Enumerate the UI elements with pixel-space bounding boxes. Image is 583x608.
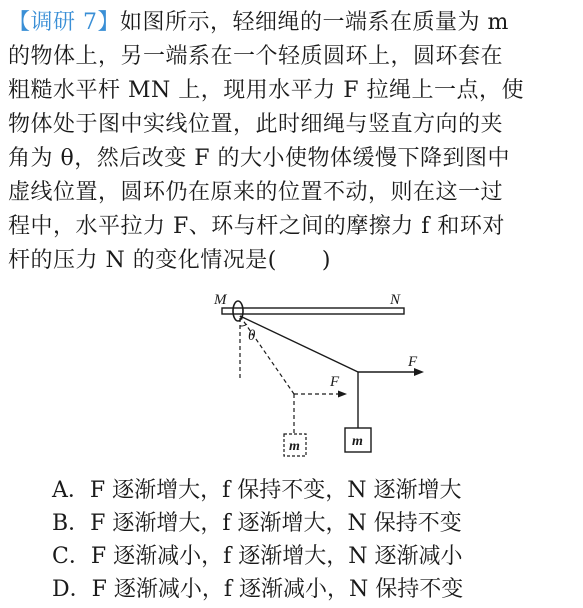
label-mass-solid: m bbox=[352, 434, 363, 449]
force-arrow-dashed-icon bbox=[338, 391, 347, 398]
label-theta: θ bbox=[248, 328, 256, 344]
question-line-5 bbox=[8, 142, 574, 176]
question-text-line: 如图所示，轻细绳的一端系在质量为 m bbox=[120, 10, 509, 35]
question-text-line: 杆的压力 N 的变化情况是( ) bbox=[8, 248, 331, 273]
option-a[interactable]: A．F 逐渐增大，f 保持不变，N 逐渐增大 bbox=[52, 478, 462, 503]
question-line-3 bbox=[8, 74, 574, 108]
question-text-line: 粗糙水平杆 MN 上，现用水平力 F 拉绳上一点，使 bbox=[8, 78, 525, 103]
answer-options bbox=[52, 474, 572, 606]
option-c[interactable]: C．F 逐渐减小，f 逐渐增大，N 逐渐减小 bbox=[52, 544, 463, 569]
label-n-end: N bbox=[390, 292, 401, 308]
question-line-8 bbox=[8, 244, 574, 278]
figure-diagram bbox=[200, 282, 440, 472]
question-line-1 bbox=[8, 6, 574, 40]
question-line-6 bbox=[8, 176, 574, 210]
question-text-line: 程中，水平拉力 F、环与杆之间的摩擦力 f 和环对 bbox=[8, 214, 505, 239]
rope-solid bbox=[240, 316, 358, 372]
question-stem bbox=[8, 6, 574, 278]
rod-mn bbox=[222, 308, 404, 314]
physics-figure bbox=[200, 282, 440, 472]
option-b[interactable]: B．F 逐渐增大，f 逐渐增大，N 保持不变 bbox=[52, 511, 462, 536]
label-force-dashed: F bbox=[330, 374, 340, 390]
question-text-line: 的物体上，另一端系在一个轻质圆环上，圆环套在 bbox=[8, 44, 504, 69]
question-text-line: 虚线位置，圆环仍在原来的位置不动，则在这一过 bbox=[8, 180, 504, 205]
question-text-line: 角为 θ，然后改变 F 的大小使物体缓慢下降到图中 bbox=[8, 146, 510, 171]
question-line-7 bbox=[8, 210, 574, 244]
label-m-end: M bbox=[214, 292, 227, 308]
question-line-2 bbox=[8, 40, 574, 74]
question-line-4 bbox=[8, 108, 574, 142]
question-tag: 【调研 7】 bbox=[8, 10, 120, 35]
label-mass-dashed: m bbox=[289, 439, 300, 454]
question-text-line: 物体处于图中实线位置，此时细绳与竖直方向的夹 bbox=[8, 112, 504, 137]
label-force-solid: F bbox=[408, 354, 418, 370]
option-d[interactable]: D．F 逐渐减小，f 逐渐减小，N 保持不变 bbox=[52, 577, 464, 602]
